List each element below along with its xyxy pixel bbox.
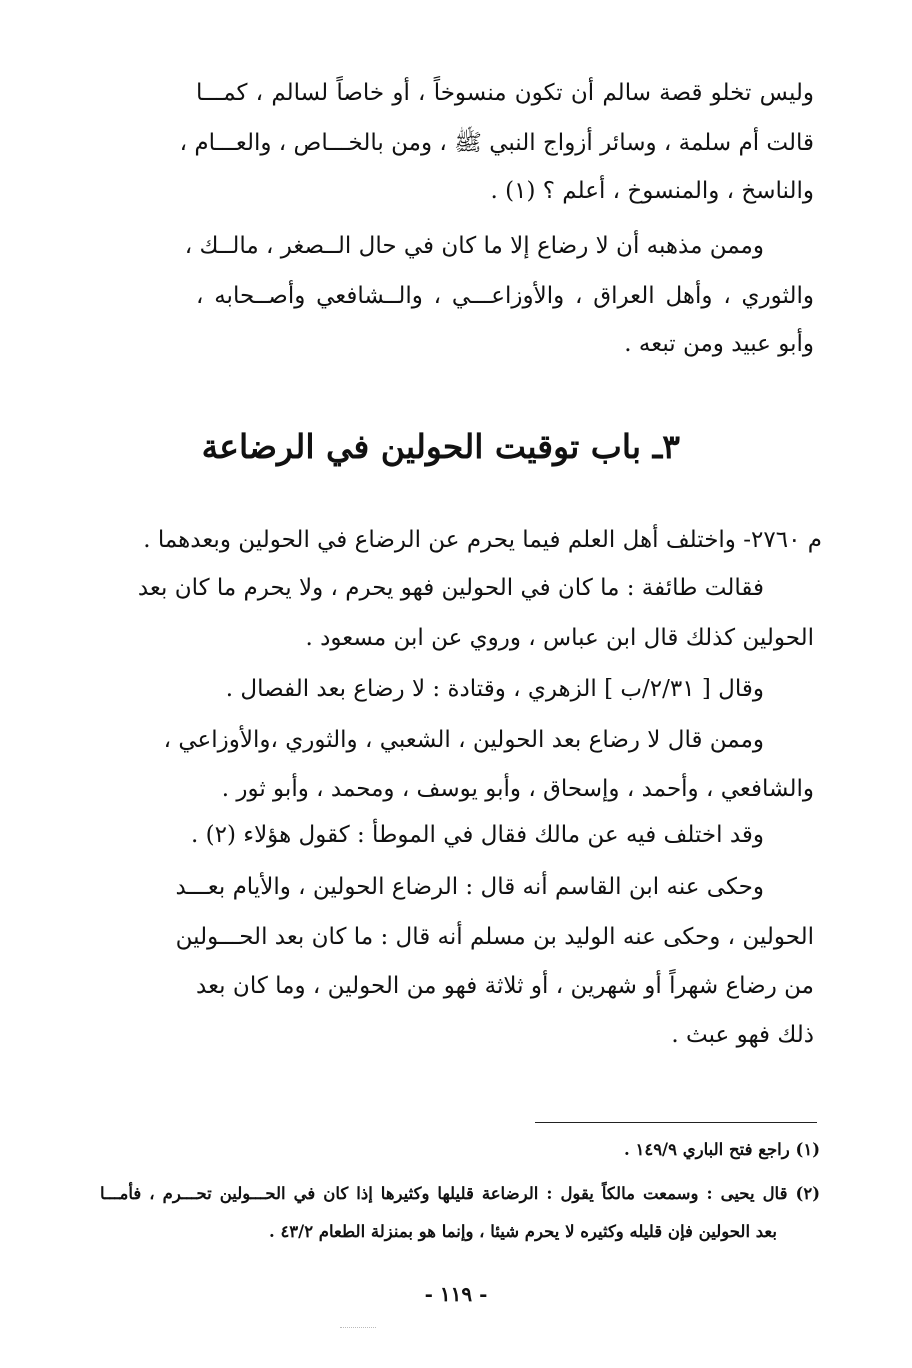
scan-speck <box>340 1327 376 1328</box>
text-line: وقال [ ٢/٣١/ب ] الزهري ، وقتادة : لا رضاع بعد الفصال . <box>225 676 764 702</box>
footnote-2-continuation: بعد الحولين فإن قليله وكثيره لا يحرم شيئا ، وإنما هو بمنزلة الطعام ٤٣/٢ . <box>268 1222 777 1241</box>
footnote-marker: (٢) <box>795 1184 820 1203</box>
text-line: ذلك فهو عبث . <box>671 1022 814 1048</box>
text-line: والشافعي ، وأحمد ، وإسحاق ، وأبو يوسف ، ومحمد ، وأبو ثور . <box>221 776 814 802</box>
text-line: فقالت طائفة : ما كان في الحولين فهو يحرم ، ولا يحرم ما كان بعد <box>137 575 764 601</box>
text-line: والثوري ، وأهل العراق ، والأوزاعـــي ، والــشافعي وأصــحابه ، <box>196 283 814 309</box>
text-line: الحولين كذلك قال ابن عباس ، وروي عن ابن مسعود . <box>305 625 814 651</box>
section-text: واختلف أهل العلم فيما يحرم عن الرضاع في الحولين وبعدهما . <box>143 527 736 553</box>
text-line: وأبو عبيد ومن تبعه . <box>624 331 814 357</box>
footnote-separator <box>535 1122 817 1123</box>
footnote-marker: (١) <box>795 1140 820 1159</box>
text-line: والناسخ ، والمنسوخ ، أعلم ؟ (١) . <box>490 178 814 204</box>
footnote-2 <box>100 1182 820 1206</box>
text-line: وممن قال لا رضاع بعد الحولين ، الشعبي ، والثوري ،والأوزاعي ، <box>163 727 764 753</box>
section-first-line <box>143 525 822 555</box>
text-line: وحكى عنه ابن القاسم أنه قال : الرضاع الحولين ، والأيام بعـــد <box>175 874 764 900</box>
text-line: وليس تخلو قصة سالم أن تكون منسوخاً ، أو خاصاً لسالم ، كمـــا <box>196 80 814 106</box>
chapter-heading: ٣ـ باب توقيت الحولين في الرضاعة <box>201 427 680 466</box>
page-number: - ١١٩ - <box>424 1282 488 1306</box>
text-line: قالت أم سلمة ، وسائر أزواج النبي ﷺ ، ومن بالخـــاص ، والعـــام ، <box>179 130 814 156</box>
text-line: من رضاع شهراً أو شهرين ، أو ثلاثة فهو من الحولين ، وما كان بعد <box>196 973 814 999</box>
text-line: وممن مذهبه أن لا رضاع إلا ما كان في حال الــصغر ، مالــك ، <box>184 233 764 259</box>
footnote-1 <box>100 1138 820 1162</box>
section-number: م ٢٧٦٠- <box>743 527 822 553</box>
footnote-text: قال يحيى : وسمعت مالكاً يقول : الرضاعة قليلها وكثيرها إذا كان في الحـــولين تحـــرم ، فأمـــا <box>100 1184 788 1203</box>
text-line: وقد اختلف فيه عن مالك فقال في الموطأ : كقول هؤلاء (٢) . <box>191 822 764 848</box>
footnote-text: راجع فتح الباري ١٤٩/٩ . <box>623 1140 790 1159</box>
text-line: الحولين ، وحكى عنه الوليد بن مسلم أنه قال : ما كان بعد الحـــولين <box>175 924 814 950</box>
